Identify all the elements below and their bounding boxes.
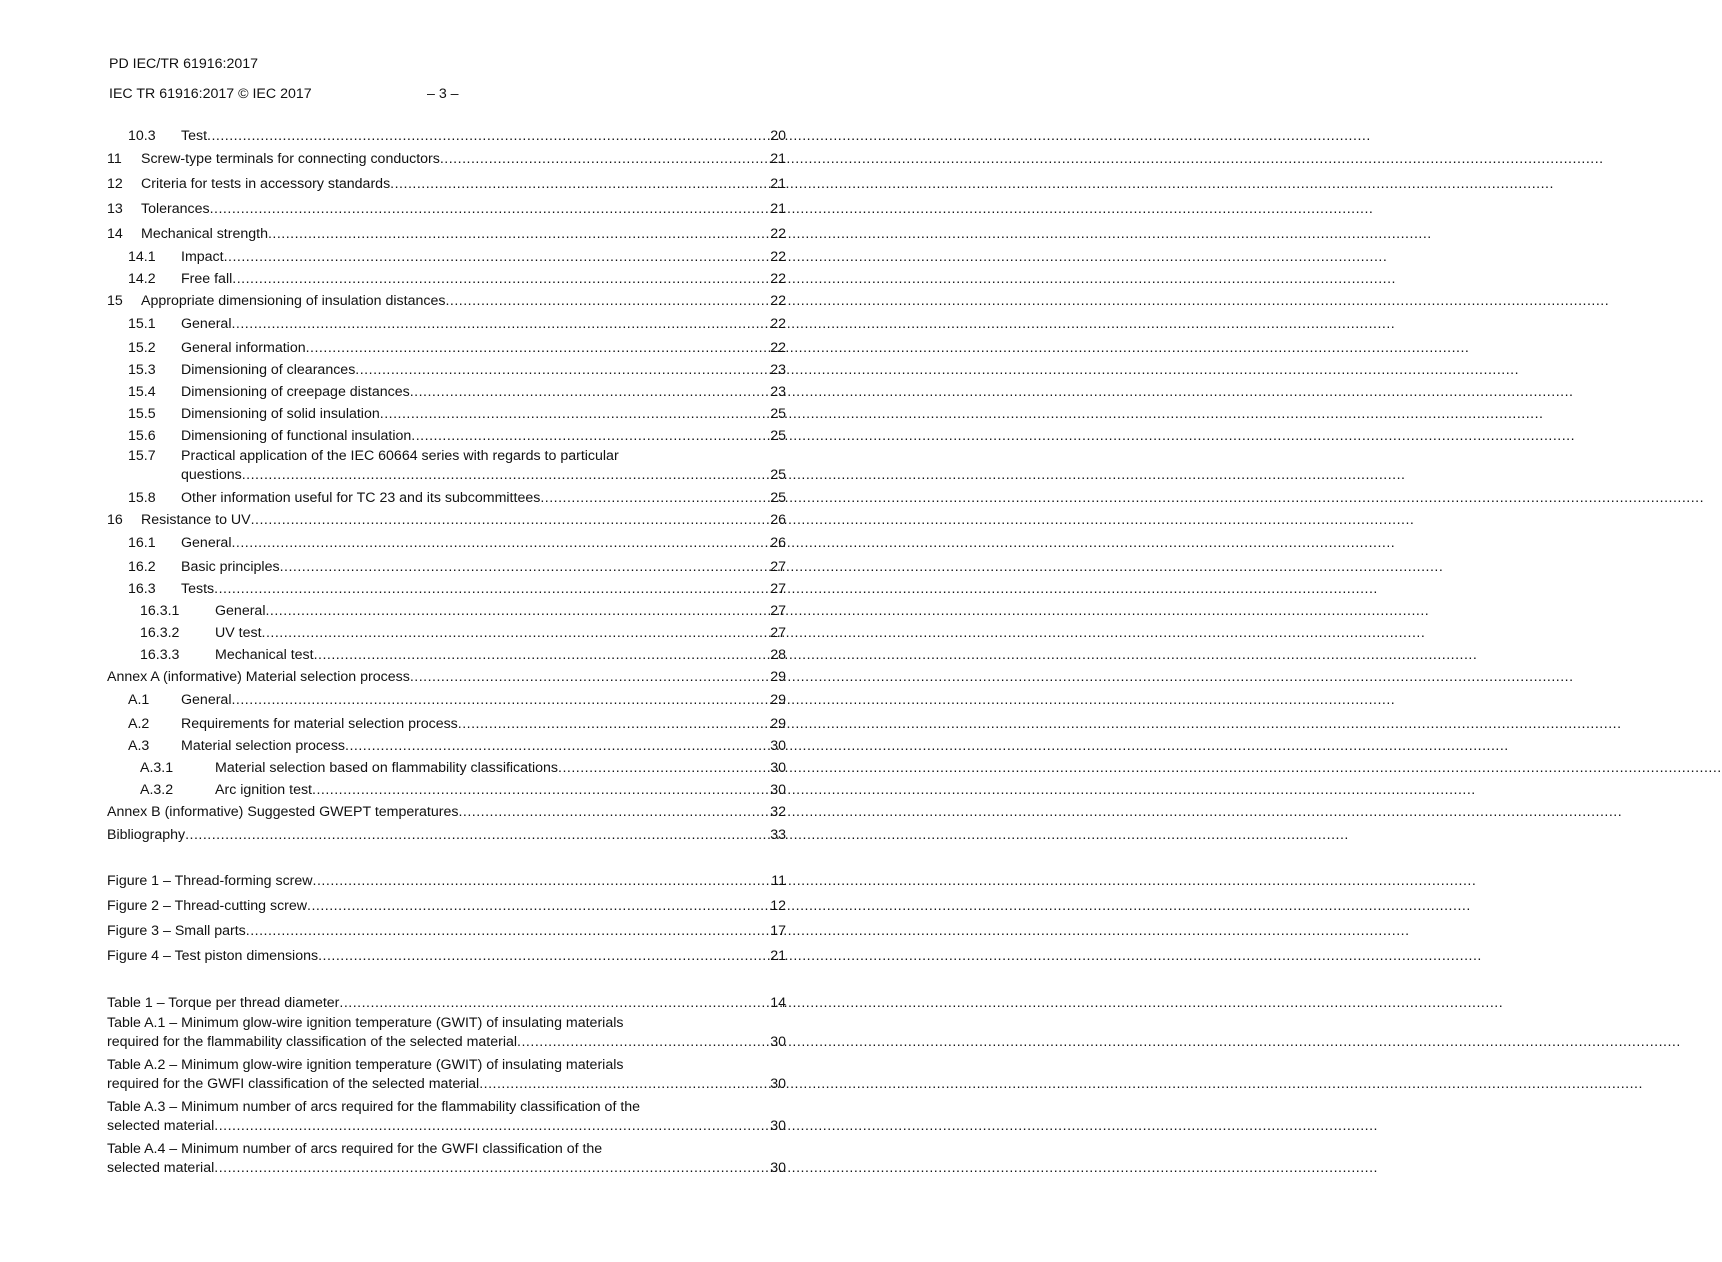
dot-leader — [313, 869, 771, 894]
toc-entry — [107, 312, 786, 337]
toc-entry-page: 21 — [770, 151, 786, 167]
dot-leader — [517, 1032, 769, 1052]
tables-entry-title-line1 — [107, 1056, 786, 1074]
tables-entry-line2 — [107, 1032, 786, 1052]
toc-entry-title: Dimensioning of clearances — [181, 362, 356, 378]
toc-entry-number: A.2 — [128, 716, 150, 732]
toc-entry — [107, 509, 786, 531]
toc-entry-title: Appropriate dimensioning of insulation distances — [141, 293, 446, 309]
figures-entry-line — [107, 944, 786, 969]
toc-entry — [107, 713, 786, 735]
figures-entry — [107, 919, 786, 944]
toc-entry-page: 30 — [770, 782, 786, 798]
toc-entry — [107, 801, 786, 823]
toc-entry-line — [140, 644, 786, 666]
toc-entry-number: A.3.1 — [140, 760, 174, 776]
toc-entry-line — [128, 487, 786, 509]
toc-entry-title: UV test — [215, 625, 262, 641]
toc-entry-number: 16.2 — [128, 559, 156, 575]
tables-entry — [107, 1056, 786, 1098]
figures-entry — [107, 894, 786, 919]
dot-leader — [242, 465, 769, 485]
toc-entry-page: 27 — [770, 625, 786, 641]
toc-entry-line — [128, 425, 786, 447]
tables-entry-title-line1 — [107, 1140, 786, 1158]
toc-entry-title: Annex B (informative) Suggested GWEPT temperatures — [107, 804, 459, 820]
toc-entry-title: Annex A (informative) Material selection process — [107, 669, 410, 685]
toc-entry — [107, 735, 786, 757]
toc-entry-page: 26 — [770, 512, 786, 528]
toc-entry-page: 30 — [770, 760, 786, 776]
toc-entry-number: A.1 — [128, 692, 150, 708]
toc-entry-line — [107, 801, 786, 823]
toc-entry-page: 22 — [770, 249, 786, 265]
dot-leader — [251, 509, 770, 531]
toc-entry-page: 29 — [770, 716, 786, 732]
dot-leader — [214, 1116, 769, 1136]
toc-entry-number: 11 — [107, 151, 122, 167]
toc-entry — [107, 197, 786, 222]
tables-entry-line2 — [107, 1158, 786, 1178]
dot-leader — [185, 823, 769, 848]
dot-leader — [307, 894, 769, 919]
dot-leader — [280, 556, 770, 578]
dot-leader — [314, 644, 770, 666]
figures-entry — [107, 869, 786, 894]
toc-entry-title: Mechanical strength — [141, 226, 268, 242]
toc-entry-line — [128, 713, 786, 735]
toc-entry — [107, 644, 786, 666]
toc-entry — [107, 359, 786, 381]
figures-entry-page: 12 — [770, 898, 786, 914]
dot-leader — [440, 147, 769, 172]
dot-leader — [224, 247, 770, 268]
toc-entry-line — [140, 600, 786, 622]
toc-entry-title: Free fall — [181, 271, 233, 287]
dot-leader — [246, 919, 769, 944]
toc-entry-page: 25 — [770, 490, 786, 506]
toc-entry-line2 — [128, 465, 786, 485]
toc-entry-number: 15.6 — [128, 428, 156, 444]
toc-entry-line — [140, 757, 786, 779]
toc-entry-page: 25 — [770, 467, 786, 483]
toc-entry-page: 27 — [770, 559, 786, 575]
toc-entry-title-line1 — [128, 447, 786, 465]
dot-leader — [380, 403, 769, 425]
tables-entry-title: Table A.4 – Minimum number of arcs required for the GWFI classification of the — [107, 1141, 603, 1157]
toc-entry-title: Basic principles — [181, 559, 280, 575]
toc-entry-page: 27 — [770, 603, 786, 619]
toc-entry — [107, 147, 786, 172]
toc-entry-title: Resistance to UV — [141, 512, 251, 528]
toc-entry-title: Bibliography — [107, 827, 186, 843]
toc-entry-title: General information — [181, 340, 306, 356]
toc-entry — [107, 622, 786, 644]
toc-entry-title: Screw-type terminals for connecting conductors — [141, 151, 440, 167]
dot-leader — [207, 125, 769, 147]
toc-entry-page: 32 — [770, 804, 786, 820]
tables-entry — [107, 1098, 786, 1140]
dot-leader — [318, 944, 769, 969]
tables-entry-title: Table 1 – Torque per thread diameter — [107, 995, 340, 1011]
figures-entry-title: Figure 1 – Thread-forming screw — [107, 873, 313, 889]
dot-leader — [231, 312, 769, 337]
toc-entry — [107, 425, 786, 447]
toc-entry-line — [107, 172, 786, 197]
tables-entry — [107, 1014, 786, 1056]
page-number: – 3 – — [427, 86, 459, 102]
toc-entry-title: Dimensioning of functional insulation — [181, 428, 412, 444]
tables-entry-line2 — [107, 1116, 786, 1136]
dot-leader — [540, 487, 769, 509]
toc-entry-title: General — [181, 316, 232, 332]
dot-leader — [445, 290, 769, 312]
toc-entry-title: Tolerances — [141, 201, 210, 217]
figures-entry-page: 11 — [771, 873, 786, 889]
toc-entry-line — [128, 531, 786, 556]
toc-entry-page: 30 — [770, 738, 786, 754]
figures-entry-line — [107, 894, 786, 919]
toc-entry-number: 16 — [107, 512, 123, 528]
toc-entry-number: 14.2 — [128, 271, 156, 287]
list-of-tables — [107, 992, 786, 1182]
toc-entry-line — [128, 312, 786, 337]
toc-entry-number: A.3 — [128, 738, 150, 754]
dot-leader — [231, 531, 769, 556]
toc-entry-line — [128, 381, 786, 403]
toc-entry-title: General — [181, 535, 232, 551]
tables-entry-line — [107, 992, 786, 1014]
toc-entry-page: 22 — [770, 316, 786, 332]
dot-leader — [558, 757, 769, 779]
figures-entry-page: 17 — [770, 923, 786, 939]
tables-entry-title-line2: required for the GWFI classification of the selected material — [107, 1076, 480, 1092]
toc-entry-line — [107, 147, 786, 172]
toc-entry-number: 16.3.3 — [140, 647, 180, 663]
toc-entry-page: 21 — [770, 176, 786, 192]
tables-entry — [107, 992, 786, 1014]
table-of-contents — [107, 125, 786, 848]
dot-leader — [479, 1074, 769, 1094]
toc-entry-page: 28 — [770, 647, 786, 663]
tables-entry-page: 30 — [770, 1160, 786, 1176]
toc-entry — [107, 268, 786, 290]
toc-entry-number: 15.8 — [128, 490, 156, 506]
tables-entry-title-line1 — [107, 1014, 786, 1032]
toc-entry — [107, 337, 786, 359]
dot-leader — [339, 992, 769, 1014]
toc-entry — [107, 381, 786, 403]
toc-entry-title: Practical application of the IEC 60664 series with regards to particular — [181, 448, 619, 464]
toc-entry-line — [128, 125, 786, 147]
toc-entry-title-line2: questions — [181, 467, 242, 483]
toc-entry-title: Tests — [181, 581, 215, 597]
tables-entry-title-line2: required for the flammability classification of the selected material — [107, 1034, 518, 1050]
toc-entry-line — [107, 666, 786, 688]
toc-entry-page: 26 — [770, 535, 786, 551]
document-id: PD IEC/TR 61916:2017 — [109, 56, 259, 72]
toc-entry-page: 25 — [770, 428, 786, 444]
tables-entry-page: 30 — [770, 1034, 786, 1050]
tables-entry-title: Table A.1 – Minimum glow-wire ignition temperature (GWIT) of insulating materials — [107, 1015, 624, 1031]
figures-entry — [107, 944, 786, 969]
toc-entry — [107, 247, 786, 268]
dot-leader — [410, 666, 769, 688]
toc-entry — [107, 172, 786, 197]
toc-entry-line — [107, 509, 786, 531]
dot-leader — [232, 268, 769, 290]
toc-entry-line — [107, 823, 786, 848]
dot-leader — [458, 713, 769, 735]
toc-entry-line — [128, 268, 786, 290]
dot-leader — [410, 381, 770, 403]
toc-entry-title: Mechanical test — [215, 647, 314, 663]
tables-entry-title: Table A.2 – Minimum glow-wire ignition temperature (GWIT) of insulating materials — [107, 1057, 624, 1073]
toc-entry-page: 27 — [770, 581, 786, 597]
toc-entry — [107, 757, 786, 779]
toc-entry-title: Material selection process — [181, 738, 346, 754]
toc-entry-number: 16.3 — [128, 581, 156, 597]
toc-entry-number: 10.3 — [128, 128, 156, 144]
toc-entry-title: General — [181, 692, 232, 708]
toc-entry-line — [140, 779, 786, 801]
dot-leader — [345, 735, 769, 757]
toc-entry-line — [128, 247, 786, 268]
list-of-figures — [107, 869, 786, 969]
toc-entry-title: Test — [181, 128, 208, 144]
toc-entry-number: 15 — [107, 293, 123, 309]
tables-entry-title: Table A.3 – Minimum number of arcs required for the flammability classification of the — [107, 1099, 641, 1115]
toc-entry-number: 16.3.1 — [140, 603, 180, 619]
toc-entry-number: 13 — [107, 201, 123, 217]
dot-leader — [355, 359, 769, 381]
toc-entry-page: 21 — [770, 201, 786, 217]
toc-entry — [107, 556, 786, 578]
toc-entry-page: 29 — [770, 692, 786, 708]
dot-leader — [312, 779, 769, 801]
toc-entry-line — [128, 688, 786, 713]
dot-leader — [306, 337, 770, 359]
toc-entry-line — [128, 735, 786, 757]
toc-entry-line — [128, 578, 786, 600]
toc-entry-page: 33 — [770, 827, 786, 843]
toc-entry-page: 22 — [770, 293, 786, 309]
toc-entry-line — [140, 622, 786, 644]
figures-entry-title: Figure 2 – Thread-cutting screw — [107, 898, 308, 914]
toc-entry-number: A.3.2 — [140, 782, 174, 798]
toc-entry — [107, 600, 786, 622]
figures-entry-line — [107, 919, 786, 944]
toc-entry-page: 23 — [770, 362, 786, 378]
toc-entry — [107, 222, 786, 247]
toc-entry — [107, 688, 786, 713]
toc-entry-line — [128, 556, 786, 578]
toc-entry-line — [128, 359, 786, 381]
toc-entry-line — [128, 403, 786, 425]
toc-entry-title: Dimensioning of solid insulation — [181, 406, 380, 422]
toc-entry — [107, 666, 786, 688]
tables-entry — [107, 1140, 786, 1182]
figures-entry-page: 21 — [770, 948, 786, 964]
tables-entry-title-line1 — [107, 1098, 786, 1116]
toc-entry — [107, 779, 786, 801]
tables-entry-title-line2: selected material — [107, 1118, 215, 1134]
toc-entry — [107, 578, 786, 600]
toc-entry-number: 16.1 — [128, 535, 156, 551]
toc-entry-page: 25 — [770, 406, 786, 422]
toc-entry-page: 22 — [770, 340, 786, 356]
tables-entry-page: 30 — [770, 1076, 786, 1092]
toc-entry-line — [107, 222, 786, 247]
toc-entry-title: Arc ignition test — [215, 782, 312, 798]
toc-entry-number: 15.7 — [128, 448, 156, 464]
toc-entry — [107, 447, 786, 487]
toc-entry-title: Requirements for material selection process — [181, 716, 458, 732]
toc-entry-number: 12 — [107, 176, 123, 192]
tables-entry-page: 14 — [770, 995, 786, 1011]
tables-entry-line2 — [107, 1074, 786, 1094]
dot-leader — [390, 172, 769, 197]
toc-entry-title: Material selection based on flammability classifications — [215, 760, 559, 776]
toc-entry — [107, 531, 786, 556]
toc-entry — [107, 403, 786, 425]
dot-leader — [210, 197, 770, 222]
toc-entry-page: 29 — [770, 669, 786, 685]
toc-entry — [107, 487, 786, 509]
tables-entry-page: 30 — [770, 1118, 786, 1134]
dot-leader — [214, 1158, 769, 1178]
copyright-line: IEC TR 61916:2017 © IEC 2017 — [109, 86, 312, 102]
toc-entry-line — [128, 337, 786, 359]
figures-entry-line — [107, 869, 786, 894]
toc-entry-number: 15.4 — [128, 384, 156, 400]
dot-leader — [268, 222, 769, 247]
toc-entry-number: 14.1 — [128, 249, 156, 265]
dot-leader — [262, 622, 770, 644]
toc-entry-number: 15.1 — [128, 316, 156, 332]
toc-entry-page: 22 — [770, 226, 786, 242]
dot-leader — [231, 688, 769, 713]
toc-entry-title: Dimensioning of creepage distances — [181, 384, 410, 400]
toc-entry-number: 16.3.2 — [140, 625, 180, 641]
toc-entry-number: 15.3 — [128, 362, 156, 378]
tables-entry-title-line2: selected material — [107, 1160, 215, 1176]
toc-entry — [107, 290, 786, 312]
dot-leader — [411, 425, 769, 447]
toc-entry-page: 22 — [770, 271, 786, 287]
toc-entry-page: 23 — [770, 384, 786, 400]
dot-leader — [458, 801, 769, 823]
toc-entry-number: 14 — [107, 226, 123, 242]
toc-entry-line — [107, 197, 786, 222]
toc-entry-line — [107, 290, 786, 312]
toc-entry-page: 20 — [770, 128, 786, 144]
toc-entry — [107, 125, 786, 147]
figures-entry-title: Figure 4 – Test piston dimensions — [107, 948, 319, 964]
figures-entry-title: Figure 3 – Small parts — [107, 923, 246, 939]
toc-entry — [107, 823, 786, 848]
toc-entry-number: 15.5 — [128, 406, 156, 422]
toc-entry-title: General — [215, 603, 266, 619]
toc-entry-title: Criteria for tests in accessory standards — [141, 176, 391, 192]
dot-leader — [214, 578, 769, 600]
dot-leader — [265, 600, 769, 622]
toc-entry-number: 15.2 — [128, 340, 156, 356]
toc-entry-title: Impact — [181, 249, 224, 265]
toc-entry-title: Other information useful for TC 23 and its subcommittees — [181, 490, 541, 506]
